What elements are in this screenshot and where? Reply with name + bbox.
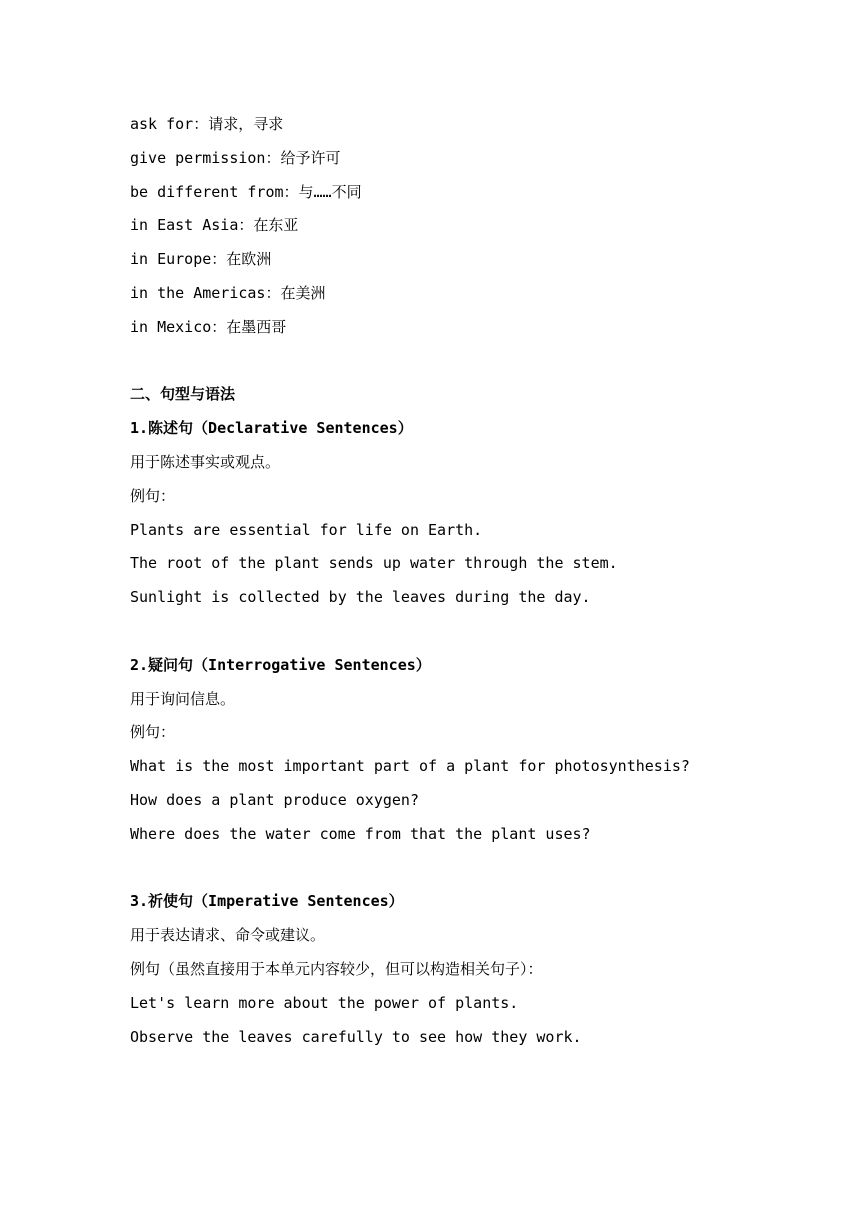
example-sentence: Let's learn more about the power of plants. (130, 993, 519, 1012)
interrogative-example-label: 例句： (130, 723, 176, 742)
section-heading: 二、句型与语法 (130, 385, 236, 404)
vocab-item: in East Asia：在东亚 (130, 216, 299, 235)
example-sentence: Sunlight is collected by the leaves during the day. (130, 588, 591, 607)
example-sentence: How does a plant produce oxygen? (130, 790, 419, 809)
spacer (130, 615, 810, 649)
example-sentence: The root of the plant sends up water through the stem. (130, 554, 618, 573)
document-content (130, 108, 810, 1054)
example-sentence: What is the most important part of a plant for photosynthesis? (130, 757, 690, 776)
interrogative-title: 2.疑问句（Interrogative Sentences） (130, 655, 431, 674)
vocab-item: in Mexico：在墨西哥 (130, 317, 287, 336)
example-sentence: Plants are essential for life on Earth. (130, 520, 483, 539)
imperative-title: 3.祈使句（Imperative Sentences） (130, 892, 404, 911)
vocab-item: ask for：请求，寻求 (130, 115, 284, 133)
example-sentence: Observe the leaves carefully to see how they work. (130, 1027, 582, 1046)
declarative-example-label: 例句： (130, 486, 176, 505)
vocab-item: be different from：与……不同 (130, 182, 362, 201)
declarative-title: 1.陈述句（Declarative Sentences） (130, 419, 413, 438)
declarative-desc: 用于陈述事实或观点。 (130, 452, 281, 471)
spacer (130, 345, 810, 379)
vocab-item: in Europe：在欧洲 (130, 250, 272, 269)
interrogative-desc: 用于询问信息。 (130, 689, 236, 708)
imperative-desc: 用于表达请求、命令或建议。 (130, 926, 326, 945)
vocab-item: in the Americas：在美洲 (130, 283, 326, 302)
imperative-example-label: 例句（虽然直接用于本单元内容较少，但可以构造相关句子）： (130, 959, 543, 978)
vocab-item: give permission：给予许可 (130, 148, 341, 167)
example-sentence: Where does the water come from that the plant uses? (130, 824, 591, 843)
spacer (130, 852, 810, 886)
